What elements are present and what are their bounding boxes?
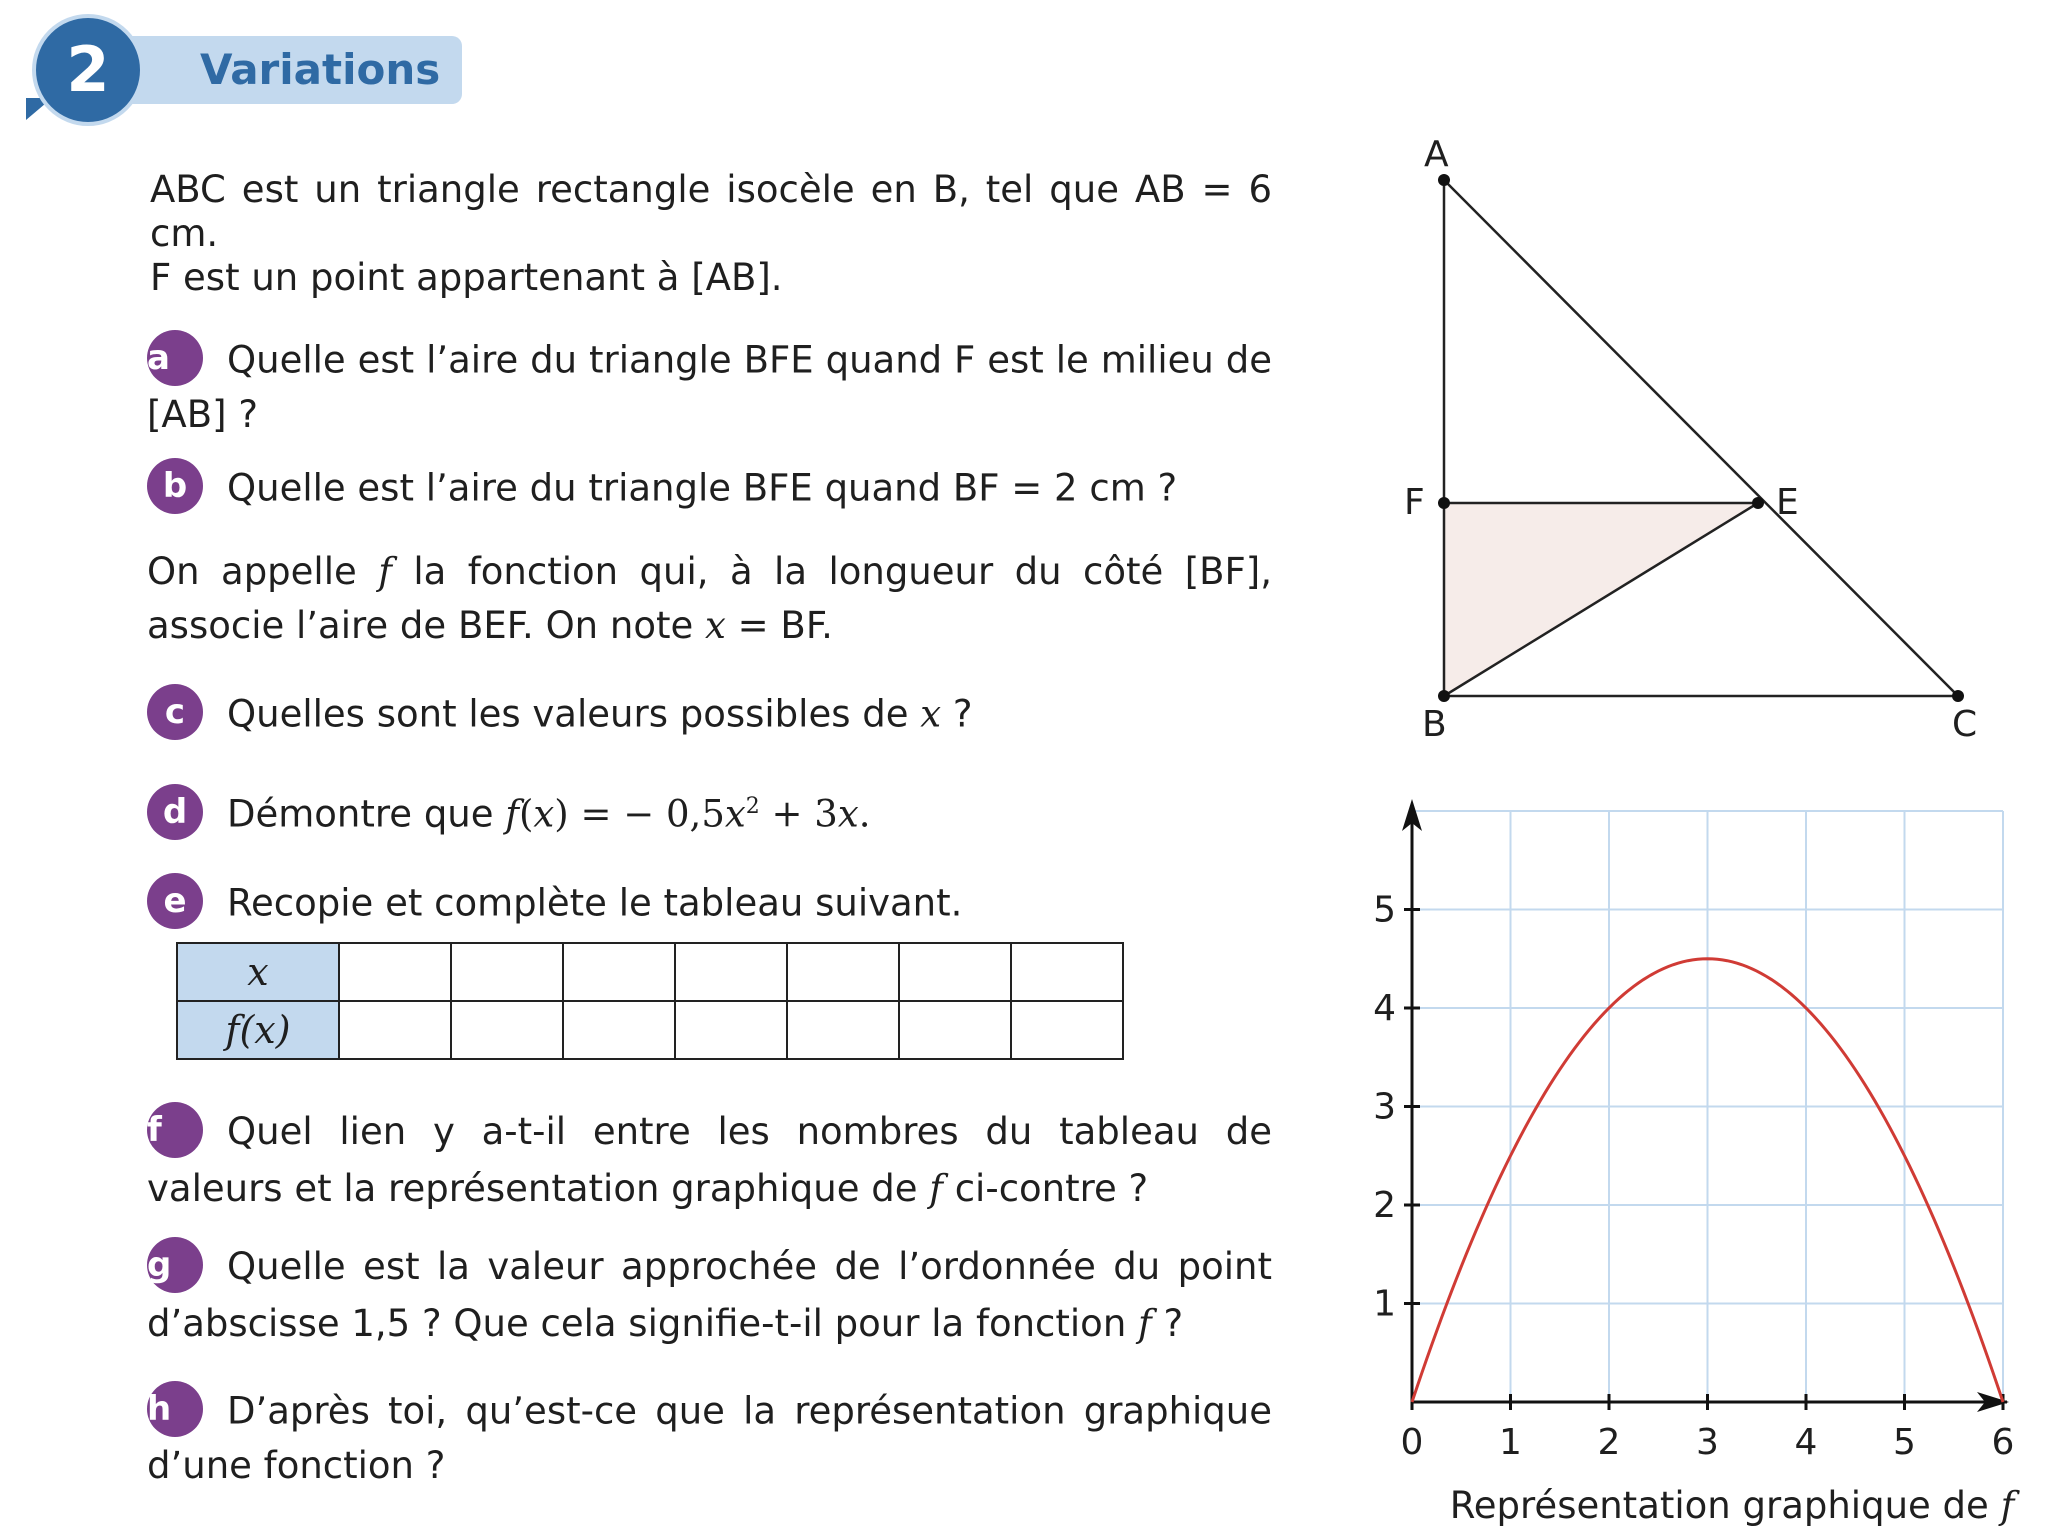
- graph-caption-text: Représentation graphique de: [1449, 1484, 2001, 1527]
- question-f-end: ci-contre ?: [942, 1166, 1149, 1210]
- table-cell: [563, 1001, 675, 1059]
- table-cell: [339, 943, 451, 1001]
- question-g: [147, 1240, 1272, 1351]
- definition-part-3: = BF.: [725, 604, 833, 647]
- table-cell: [563, 943, 675, 1001]
- table-cell: [451, 1001, 563, 1059]
- formula-x2: x: [724, 792, 746, 836]
- question-d-text: Démontre que: [227, 792, 506, 836]
- table-header-x: x: [177, 943, 339, 1001]
- question-marker-g: g: [147, 1237, 203, 1293]
- point-f: [1438, 497, 1450, 509]
- x-tick-label: 5: [1893, 1422, 1916, 1463]
- question-g-f: f: [1138, 1301, 1152, 1345]
- exercise-header: [22, 8, 472, 128]
- question-f-text: Quel lien y a-t-il entre les nombres du tableau de valeurs et la représentation graphique de: [147, 1110, 1272, 1210]
- question-f: [147, 1105, 1272, 1216]
- formula-end: .: [858, 792, 871, 836]
- formula-sup: 2: [745, 794, 760, 819]
- intro-line-2: F est un point appartenant à [AB].: [150, 256, 783, 299]
- definition-f: f: [378, 550, 392, 593]
- question-marker-h: h: [147, 1381, 203, 1437]
- table-cell: [899, 1001, 1011, 1059]
- point-a: [1438, 174, 1450, 186]
- formula-open: (: [518, 792, 534, 836]
- x-tick-label: 4: [1794, 1422, 1818, 1463]
- table-cell: [451, 943, 563, 1001]
- x-tick-label: 0: [1400, 1422, 1424, 1463]
- formula-mid: ) = − 0,5: [554, 792, 725, 836]
- formula-x: x: [533, 792, 555, 836]
- question-c: [147, 688, 1272, 744]
- intro-line-1: ABC est un triangle rectangle isocèle en B, tel que AB = 6 cm.: [150, 168, 1272, 255]
- triangle-figure: [1380, 130, 2000, 750]
- definition-part-1: On appelle: [147, 550, 379, 593]
- question-marker-b: b: [147, 458, 203, 514]
- table-cell: [1011, 1001, 1123, 1059]
- table-cell: [787, 1001, 899, 1059]
- label-f: F: [1404, 482, 1425, 523]
- point-b: [1438, 690, 1450, 702]
- x-tick-label: 1: [1499, 1422, 1522, 1463]
- graph-ticks: [1373, 890, 2014, 1464]
- question-e: [147, 877, 1272, 933]
- question-b-text: Quelle est l’aire du triangle BFE quand BF = 2 cm ?: [227, 466, 1178, 510]
- question-marker-d: d: [147, 784, 203, 840]
- x-tick-label: 2: [1597, 1422, 1621, 1463]
- question-a-text: Quelle est l’aire du triangle BFE quand F est le milieu de [AB] ?: [147, 338, 1272, 436]
- question-marker-a: a: [147, 330, 203, 386]
- question-marker-e: e: [147, 873, 203, 929]
- exercise-number-badge: 2: [32, 14, 144, 126]
- question-marker-f: f: [147, 1102, 203, 1158]
- table-cell: [675, 1001, 787, 1059]
- table-cell: [339, 1001, 451, 1059]
- question-h-text: D’après toi, qu’est-ce que la représentation graphique d’une fonction ?: [147, 1389, 1272, 1487]
- graph-caption-f: f: [2000, 1484, 2015, 1527]
- question-a: [147, 334, 1272, 440]
- definition-part-2: la fonction qui, à la longueur du côté [BF], associe l’aire de BEF. On note: [147, 550, 1272, 647]
- question-c-x: x: [920, 692, 942, 736]
- question-c-end: ?: [941, 692, 973, 736]
- table-header-fx: f(x): [177, 1001, 339, 1059]
- label-e: E: [1776, 482, 1799, 523]
- table-cell: [787, 943, 899, 1001]
- label-b: B: [1422, 704, 1447, 745]
- definition-paragraph: [147, 545, 1272, 653]
- y-tick-label: 2: [1373, 1185, 1396, 1226]
- table-cell: [899, 943, 1011, 1001]
- value-table: [176, 942, 1124, 1060]
- label-c: C: [1952, 704, 1978, 745]
- question-d: [147, 782, 1272, 844]
- question-f-f: f: [929, 1166, 943, 1210]
- y-tick-label: 5: [1373, 889, 1396, 931]
- x-tick-label: 3: [1696, 1422, 1719, 1463]
- point-e: [1752, 497, 1764, 509]
- function-graph: [1340, 790, 2040, 1530]
- question-marker-c: c: [147, 684, 203, 740]
- graph-caption: [1450, 1484, 2021, 1527]
- y-tick-label: 3: [1373, 1086, 1396, 1128]
- x-tick-label: 6: [1991, 1422, 2015, 1463]
- question-g-end: ?: [1151, 1301, 1184, 1345]
- y-tick-label: 1: [1373, 1283, 1396, 1325]
- formula-plus: + 3: [759, 792, 838, 836]
- table-row-x: [177, 943, 1123, 1001]
- exercise-title: Variations: [200, 45, 441, 94]
- label-a: A: [1424, 134, 1449, 175]
- formula-f: f: [505, 792, 519, 836]
- table-cell: [1011, 943, 1123, 1001]
- question-c-text: Quelles sont les valeurs possibles de: [227, 692, 921, 736]
- question-b: [147, 462, 1272, 518]
- table-row-fx: [177, 1001, 1123, 1059]
- definition-x: x: [705, 604, 726, 647]
- question-g-text: Quelle est la valeur approchée de l’ordonnée du point d’abscisse 1,5 ? Que cela signifie-t-il pour la fonction: [147, 1245, 1272, 1345]
- table-cell: [675, 943, 787, 1001]
- question-h: [147, 1385, 1272, 1491]
- graph-grid: [1412, 811, 2003, 1402]
- y-tick-label: 4: [1373, 988, 1396, 1029]
- formula-x3: x: [837, 792, 859, 836]
- question-e-text: Recopie et complète le tableau suivant.: [227, 881, 963, 925]
- point-c: [1952, 690, 1964, 702]
